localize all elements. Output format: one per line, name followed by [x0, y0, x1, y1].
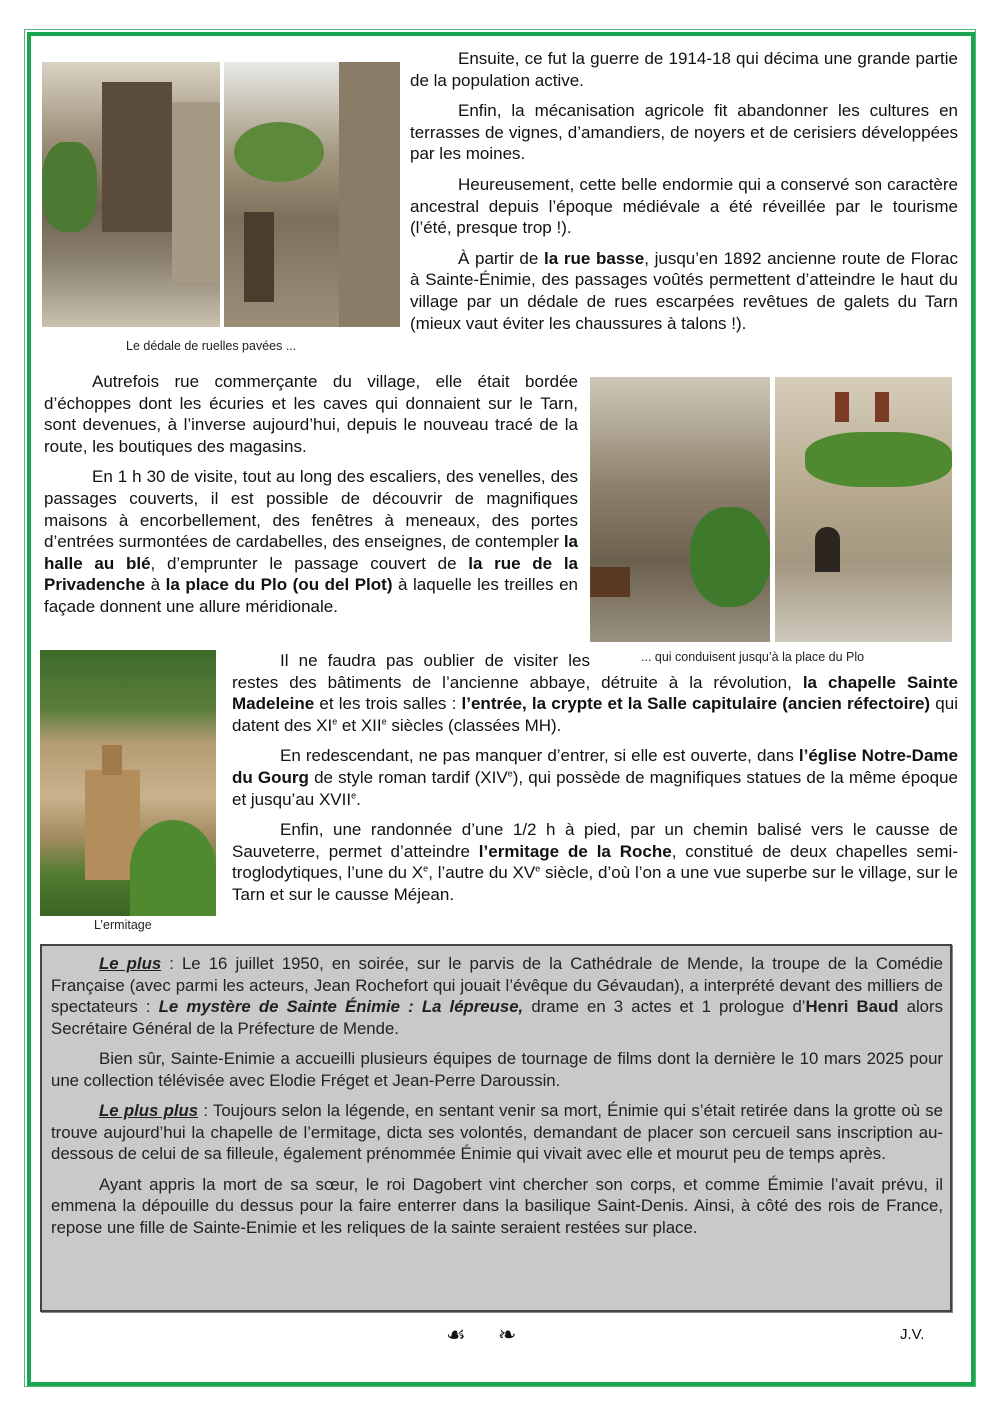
text-run: Enfin, la mécanisation agricole fit abandonner les cultures en terrasses de vignes, d’amandiers, de noyers et de cerisiers développées par les moines. — [410, 101, 958, 164]
emphasis-text: l’église Notre-Dame du Gourg — [232, 746, 958, 787]
emphasis-text: l’ermitage de la Roche — [478, 841, 672, 861]
text-run: Bien sûr, Sainte-Enimie a accueilli plusieurs équipes de tournage de films dont la dernière le 10 mars 2025 pour une collection télévisée avec Elodie Fréget et Jean-Perre Daroussin. — [51, 1049, 943, 1090]
text-block-top — [410, 48, 958, 343]
emphasis-text: Henri Baud — [805, 997, 899, 1016]
text-run: siècles (classées MH). — [386, 715, 562, 735]
text-run: ), qui possède de magnifiques statues de la même époque et jusqu’au XVII — [232, 767, 958, 809]
text-run: drame en 3 actes et 1 prologue d’ — [523, 997, 806, 1016]
photo-ruelle-1 — [42, 62, 220, 327]
text-run: Heureusement, cette belle endormie qui a conservé son caractère ancestral depuis l’époque médiévale a été réveillée par le tourisme (l’été, presque trop !). — [410, 174, 958, 238]
text-run: : Toujours selon la légende, en sentant venir sa mort, Énimie qui s’était retirée dans la grotte où se trouve aujourd’hui la chapelle de l’ermitage, dicta ses volontés, demandant de placer son cercueil sans inscription au-dessous de celui de sa filleule, également prénommée Énimie qui vivait avec elle et mourut peu de temps après. — [51, 1101, 943, 1163]
emphasis-text: l’entrée, la crypte et la Salle capitulaire (ancien réfectoire) — [461, 694, 931, 714]
text-run: à laquelle les treilles en façade donnent une allure méridionale. — [44, 575, 578, 616]
paragraph — [410, 174, 958, 239]
text-run: Enfin, une randonnée d’une 1/2 h à pied, par un chemin balisé vers le causse de Sauveterre, permet d’atteindre — [232, 820, 958, 861]
text-run: , l’autre du XV — [428, 863, 536, 883]
emphasis-text: Le mystère de Sainte Énimie : La lépreuse, — [158, 997, 524, 1016]
caption-ruelles: Le dédale de ruelles pavées ... — [126, 339, 297, 353]
text-run: En 1 h 30 de visite, tout au long des escaliers, des venelles, des passages couverts, il est possible de découvrir de magnifiques maisons à encorbellement, des fenêtres à meneaux, des portes d’entrées surmontées de cardabelles, des enseignes, de contempler — [44, 467, 578, 552]
text-run: à — [145, 575, 166, 595]
text-run: et XII — [337, 715, 382, 735]
paragraph — [44, 466, 578, 617]
text-run: e — [332, 716, 338, 727]
text-block-middle — [44, 371, 578, 627]
section-label: Le plus — [99, 954, 162, 973]
caption-place-plo: ... qui conduisent jusqu’à la place du Plo — [641, 650, 865, 664]
emphasis-text: la chapelle Sainte Madeleine — [232, 672, 958, 714]
text-run: En redescendant, ne pas manquer d’entrer, si elle est ouverte, dans — [280, 746, 799, 766]
paragraph — [410, 100, 958, 165]
photo-place-2 — [775, 377, 952, 642]
text-run: de style roman tardif (XIV — [308, 767, 508, 787]
caption-spacer — [590, 650, 958, 670]
emphasis-text: la rue de la Privadenche — [44, 553, 579, 595]
text-run: Autrefois rue commerçante du village, elle était bordée d’échoppes dont les écuries et les caves qui donnaient sur le Tarn, sont devenues, à l’inverse aujourd’hui, depuis le nouveau tracé de la route, les boutiques des magasins. — [44, 372, 578, 456]
text-run: Ensuite, ce fut la guerre de 1914-18 qui décima une grande partie de la population active. — [410, 49, 958, 90]
section-label: Le plus plus — [99, 1101, 199, 1120]
paragraph — [51, 953, 943, 1039]
text-run: e — [507, 768, 513, 779]
photo-place-1 — [590, 377, 770, 642]
paragraph — [51, 1048, 943, 1091]
paragraph — [44, 371, 578, 457]
text-run: e — [381, 716, 387, 727]
caption-ermitage: L’ermitage — [94, 918, 152, 932]
paragraph — [410, 48, 958, 91]
text-run: Ayant appris la mort de sa sœur, le roi Dagobert vint chercher son corps, et comme Émimie l’avait prévu, il emmena la dépouille du dessus pour la faire enterrer dans la basilique Saint-Denis. Ainsi, à côté des rois de France, repose une fille de Sainte-Enimie et les reliques de la sainte seraient restées sur place. — [51, 1174, 943, 1237]
emphasis-text: la place du Plo (ou del Plot) — [165, 575, 393, 595]
signature: J.V. — [900, 1326, 925, 1343]
text-run: À partir de — [458, 248, 544, 268]
text-run: : Le 16 juillet 1950, en soirée, sur le parvis de la Cathédrale de Mende, la troupe de la Comédie Française (avec parmi les acteurs, Jean Rochefort qui jouait l’évêque du Gévaudan), a interprété devant des milliers de spectateurs : — [51, 954, 943, 1016]
text-run: qui datent des XI — [232, 694, 958, 735]
le-plus-box — [40, 944, 952, 1312]
text-run: alors Secrétaire Général de la Préfecture de Mende. — [51, 997, 943, 1038]
text-run: et les trois salles : — [314, 694, 462, 714]
text-run: , d’emprunter le passage couvert de — [150, 553, 469, 573]
text-block-ermitage — [232, 650, 958, 915]
ornament-left-icon: ☙ — [446, 1322, 466, 1347]
text-run: . — [356, 789, 361, 809]
le-plus-text — [51, 953, 943, 1247]
ornament-right-icon: ❧ — [498, 1322, 517, 1347]
text-run: , constitué de deux chapelles semi-troglodytiques, l’une du X — [232, 841, 958, 883]
photo-ruelle-2 — [224, 62, 400, 327]
paragraph — [232, 745, 958, 810]
text-run: e — [351, 789, 357, 800]
paragraph — [51, 1174, 943, 1239]
text-run: Il ne faudra pas oublier de visiter les restes des bâtiments de l’ancienne abbaye, détruite à la révolution, — [232, 651, 803, 692]
text-run: , jusqu’en 1892 ancienne route de Florac à Sainte-Énimie, des passages voûtés permettent d’atteindre le haut du village par un dédale de rues escarpées revêtues de galets du Tarn (mieux vaut éviter les chaussures à talons !). — [410, 248, 958, 333]
paragraph — [410, 248, 958, 334]
paragraph — [232, 650, 958, 736]
text-run: e — [423, 863, 429, 874]
paragraph — [232, 819, 958, 905]
emphasis-text: la rue basse — [544, 248, 645, 268]
text-run: siècle, d’où l’on a une vue superbe sur le village, sur le Tarn et sur le causse Méjean. — [232, 863, 959, 904]
paragraph — [51, 1100, 943, 1165]
text-run: e — [535, 863, 541, 874]
emphasis-text: la halle au blé — [44, 532, 578, 573]
photo-ermitage — [40, 650, 216, 916]
